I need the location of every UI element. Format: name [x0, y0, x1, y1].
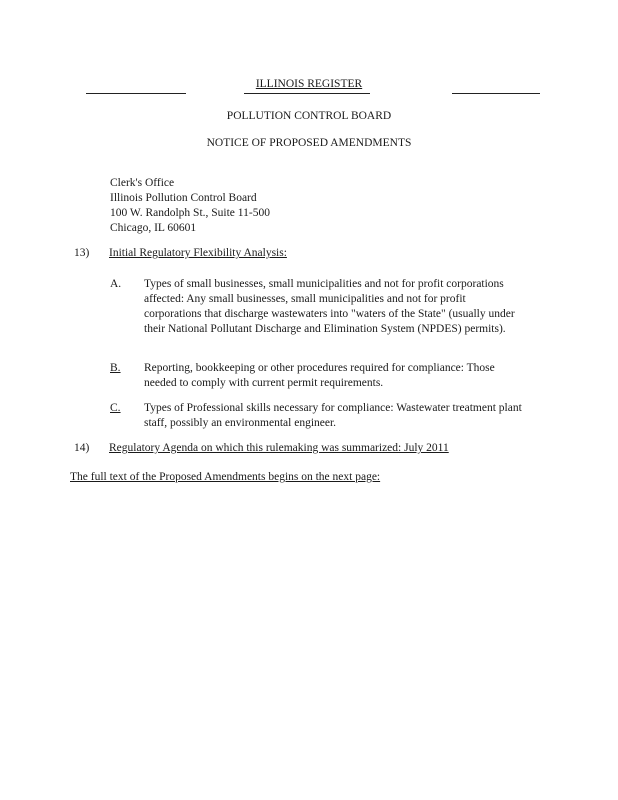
- section-14-text: [109, 441, 449, 456]
- item-c-letter: C.: [110, 402, 121, 414]
- address-line: 100 W. Randolph St., Suite 11-500: [110, 207, 270, 219]
- section-13-heading: Initial Regulatory Flexibility Analysis:: [109, 247, 287, 259]
- section-14-number: 14): [74, 442, 90, 454]
- register-title: ILLINOIS REGISTER: [255, 78, 363, 90]
- section-14-body: Regulatory Agenda on which this rulemaking was summarized: July 2011: [109, 442, 449, 454]
- address-line: Illinois Pollution Control Board: [110, 192, 257, 204]
- item-a-text: Types of small businesses, small municipalities and not for profit corporations affected: Any small businesses, small municipalities and not for profit corporations that discharge wastewaters into "waters of the State" (usually under their National Pollutant Discharge and Elimination System (NPDES) permits).: [144, 278, 515, 335]
- item-b-text: Reporting, bookkeeping or other procedures required for compliance: Those needed to comply with current permit requirements.: [144, 362, 495, 389]
- address-line: Clerk's Office: [110, 177, 175, 189]
- board-name: POLLUTION CONTROL BOARD: [226, 110, 392, 122]
- header-rule-left: [86, 93, 186, 94]
- item-b-letter: B.: [110, 362, 121, 374]
- notice-title: NOTICE OF PROPOSED AMENDMENTS: [206, 137, 412, 149]
- address-line: Chicago, IL 60601: [110, 222, 197, 234]
- item-c-text: Types of Professional skills necessary for compliance: Wastewater treatment plant staff, possibly an environmental engineer.: [144, 402, 522, 429]
- item-a-letter: A.: [110, 278, 122, 290]
- footer-note: The full text of the Proposed Amendments begins on the next page:: [70, 471, 381, 483]
- section-13-number: 13): [74, 247, 90, 259]
- header-rule-right: [452, 93, 540, 94]
- header-rule-center: [244, 93, 370, 94]
- address-block: [110, 176, 270, 236]
